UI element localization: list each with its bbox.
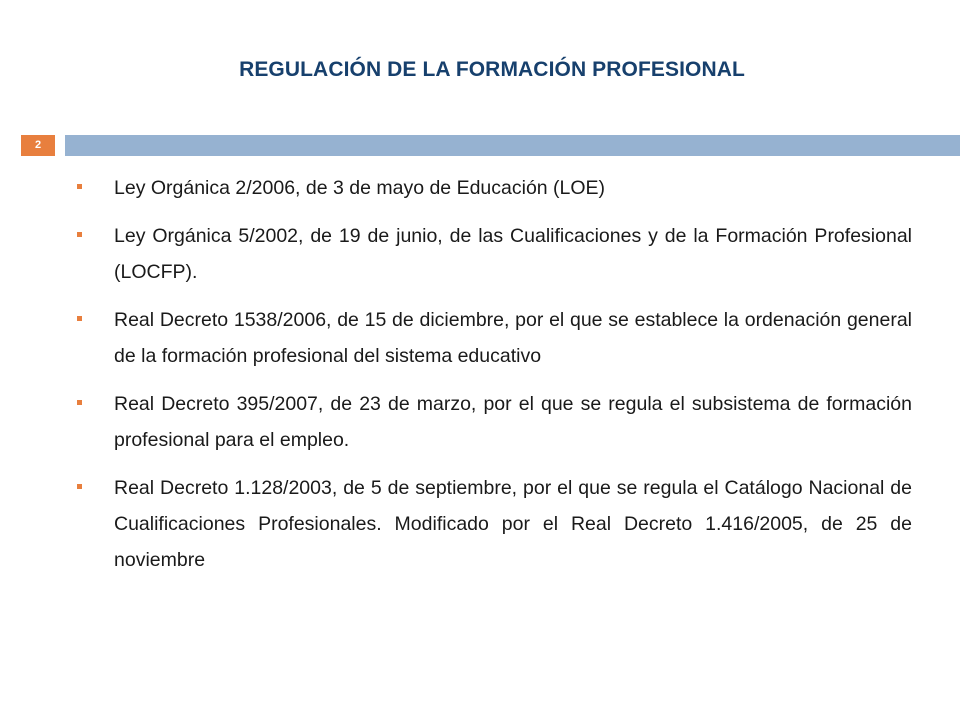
list-item	[74, 302, 912, 374]
list-item-text: Ley Orgánica 2/2006, de 3 de mayo de Educación (LOE)	[114, 177, 606, 199]
list-item-text: Real Decreto 1.128/2003, de 5 de septiembre, por el que se regula el Catálogo Nacional de Cualificaciones Profesionales. Modificado por el Real Decreto 1.416/2005, de 25 de noviembre	[114, 477, 912, 571]
list-item	[74, 470, 912, 578]
square-bullet-icon	[77, 232, 82, 237]
slide-title: REGULACIÓN DE LA FORMACIÓN PROFESIONAL	[239, 58, 745, 81]
list-item-text: Ley Orgánica 5/2002, de 19 de junio, de las Cualificaciones y de la Formación Profesional (LOCFP).	[114, 225, 912, 283]
square-bullet-icon	[77, 316, 82, 321]
list-item-text: Real Decreto 1538/2006, de 15 de diciembre, por el que se establece la ordenación general de la formación profesional del sistema educativo	[114, 309, 912, 367]
list-item	[74, 170, 912, 206]
list-item-text: Real Decreto 395/2007, de 23 de marzo, por el que se regula el subsistema de formación profesional para el empleo.	[114, 393, 912, 451]
slide-number-badge: 2	[21, 135, 55, 156]
list-item	[74, 386, 912, 458]
list-item	[74, 218, 912, 290]
square-bullet-icon	[77, 400, 82, 405]
square-bullet-icon	[77, 484, 82, 489]
square-bullet-icon	[77, 184, 82, 189]
legislation-list	[74, 170, 912, 590]
header-bar	[65, 135, 960, 156]
